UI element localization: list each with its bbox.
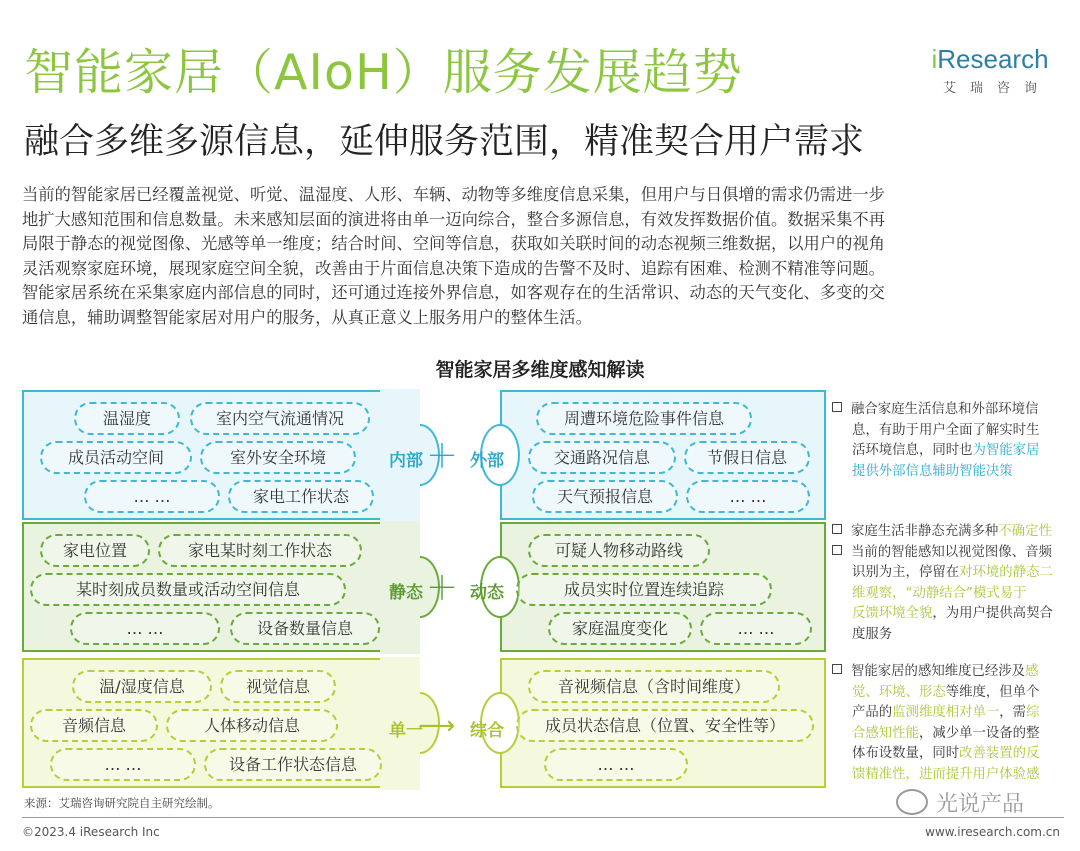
comprehensive-label: 综合 — [470, 721, 504, 741]
info-pill: 天气预报信息 — [532, 480, 678, 513]
info-pill: 音频信息 — [30, 709, 158, 742]
plus-icon: ＋ — [426, 437, 459, 475]
intro-line: 地扩大感知范围和信息数量。未来感知层面的演进将由单一迈向综合，整合多源信息，有效发挥数据价值。数据采集不再 — [22, 209, 885, 229]
plus-icon: ＋ — [426, 569, 459, 607]
info-pill: 家电工作状态 — [228, 480, 374, 513]
info-pill: 成员状态信息（位置、安全性等） — [516, 709, 814, 742]
intro-paragraph — [22, 183, 1058, 330]
info-pill: 人体移动信息 — [166, 709, 338, 742]
logo-sub-text: 艾瑞咨询 — [942, 81, 1051, 96]
arrow-right-icon: ⟶ — [418, 711, 456, 741]
intro-line: 智能家居系统在采集家庭内部信息的同时，还可通过连接外界信息，如客观存在的生活常识、动态的天气变化、多变的交 — [22, 283, 885, 302]
info-pill: 视觉信息 — [220, 670, 336, 703]
diagram-title: 智能家居多维度感知解读 — [435, 359, 645, 381]
dynamic-label: 动态 — [470, 583, 504, 603]
info-pill: … … — [70, 612, 220, 645]
checkbox-icon — [832, 524, 842, 534]
info-pill: 室内空气流通情况 — [190, 402, 370, 435]
intro-line: 通信息，辅助调整智能家居对用户的服务，从真正意义上服务用户的整体生活。 — [22, 307, 592, 327]
watermark: 光说产品 — [896, 787, 1024, 818]
external-label: 外部 — [470, 451, 504, 471]
website-link[interactable]: www.iresearch.com.cn — [925, 825, 1060, 839]
intro-line: 当前的智能家居已经覆盖视觉、听觉、温湿度、人形、车辆、动物等多维度信息采集，但用户与日俱增的需求仍需进一步 — [22, 185, 885, 204]
info-pill: 温湿度 — [74, 402, 180, 435]
info-pill: 设备工作状态信息 — [204, 748, 382, 781]
info-pill: … … — [50, 748, 196, 781]
note-single-comprehensive: 智能家居的感知维度已经涉及感 觉、环境、形态等维度，但单个 产品的监测维度相对单一，需综 合感知性能，减少单一设备的整 体布设数量，同时改善装置的反 馈精准性，进而提升用户体验感 — [832, 662, 1039, 785]
info-pill: 某时刻成员数量或活动空间信息 — [30, 573, 346, 606]
info-pill: 温/湿度信息 — [72, 670, 212, 703]
iresearch-logo — [920, 44, 1060, 96]
checkbox-icon — [832, 664, 842, 674]
info-pill: 音视频信息（含时间维度） — [528, 670, 780, 703]
info-pill: 节假日信息 — [684, 441, 810, 474]
footer-divider — [22, 817, 1064, 818]
logo-main-text: Research — [937, 44, 1049, 74]
info-pill: 家电位置 — [40, 534, 150, 567]
info-pill: 室外安全环境 — [200, 441, 356, 474]
info-pill: … … — [686, 480, 810, 513]
static-label: 静态 — [389, 583, 423, 603]
intro-line: 灵活观察家庭环境，展现家庭空间全貌，改善由于片面信息决策下造成的告警不及时、追踪有困难、检测不精准等问题。 — [22, 258, 885, 278]
copyright: ©2023.4 iResearch Inc — [22, 825, 160, 839]
info-pill: 家电某时刻工作状态 — [158, 534, 362, 567]
source-note: 来源：艾瑞咨询研究院自主研究绘制。 — [24, 796, 220, 810]
info-pill: 可疑人物移动路线 — [528, 534, 710, 567]
page-subtitle: 融合多维多源信息，延伸服务范围，精准契合用户需求 — [24, 122, 865, 162]
checkbox-icon — [832, 545, 842, 555]
internal-label: 内部 — [389, 451, 423, 471]
info-pill: 成员实时位置连续追踪 — [516, 573, 772, 606]
info-pill: 设备数量信息 — [230, 612, 380, 645]
wechat-icon — [896, 789, 928, 815]
info-pill: 周遭环境危险事件信息 — [536, 402, 752, 435]
info-pill: … … — [700, 612, 812, 645]
checkbox-icon — [832, 402, 842, 412]
single-label: 单一 — [389, 721, 423, 741]
note-internal-external: 融合家庭生活信息和外部环境信 息，有助于用户全面了解实时生 活环境信息，同时也为智能家居 提供外部信息辅助智能决策 — [832, 400, 1039, 482]
page-title: 智能家居（AIoH）服务发展趋势 — [24, 44, 743, 101]
info-pill: 家庭温度变化 — [548, 612, 692, 645]
info-pill: … … — [544, 748, 688, 781]
intro-line: 局限于静态的视觉图像、光感等单一维度；结合时间、空间等信息，获取如关联时间的动态视频三维数据，以用户的视角 — [22, 234, 885, 253]
info-pill: 成员活动空间 — [40, 441, 192, 474]
note-static-dynamic: 家庭生活非静态充满多种不确定性 当前的智能感知以视觉图像、音频 识别为主，停留在对环境的静态二 维观察，“动静结合”模式易于 反馈环境全貌，为用户提供高契合 度服务 — [832, 522, 1053, 645]
info-pill: 交通路况信息 — [528, 441, 676, 474]
info-pill: … … — [84, 480, 220, 513]
logo-prefix: i — [931, 44, 938, 74]
